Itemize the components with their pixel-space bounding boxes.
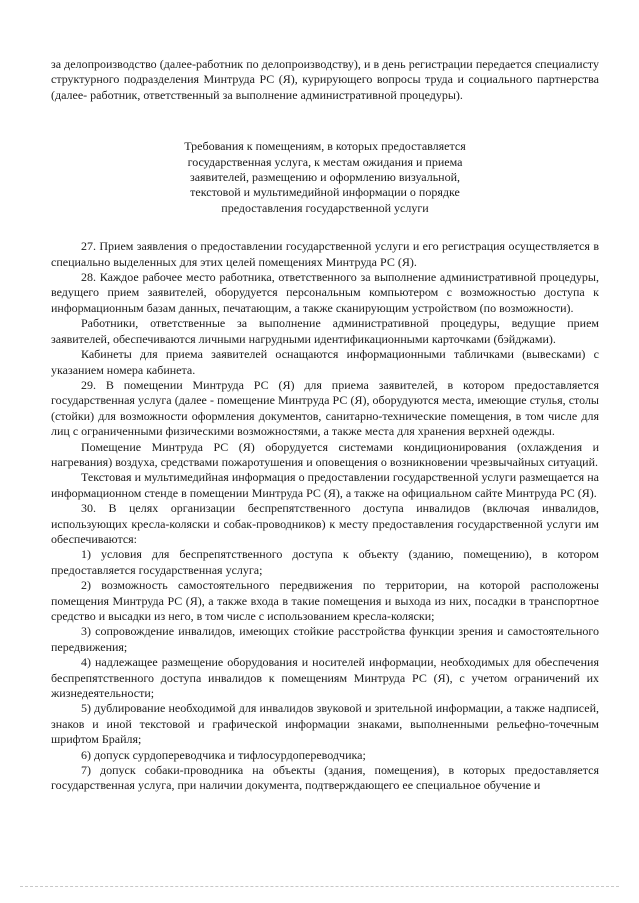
heading-line: текстовой и мультимедийной информации о порядке bbox=[190, 185, 460, 200]
heading-line: предоставления государственной услуги bbox=[221, 200, 429, 215]
document-body bbox=[51, 57, 599, 794]
list-item-5: 5) дублирование необходимой для инвалидов звуковой и зрительной информации, а также надписей, знаков и иной текстовой и графической информации знаками, выполненными рельефно-точечным шрифтом Брайля; bbox=[51, 701, 599, 747]
list-item-7: 7) допуск собаки-проводника на объекты (здания, помещения), в которых предоставляется государственная услуга, при наличии документа, подтверждающего ее специальное обучение и bbox=[51, 763, 599, 793]
paragraph-conditioning: Помещение Минтруда РС (Я) оборудуется системами кондиционирования (охлаждения и нагревания) воздуха, средствами пожаротушения и оповещения о возникновении чрезвычайных ситуаций. bbox=[51, 439, 599, 469]
heading-line: заявителей, размещению и оформлению визуальной, bbox=[189, 170, 461, 185]
paragraph-29: 29. В помещении Минтруда РС (Я) для приема заявителей, в котором предоставляется государственная услуга (далее - помещение Минтруда РС (Я), оборудуются места, имеющие стулья, столы (стойки) для возможности оформления документов, санитарно-технические помещения, в том числе для лиц с ограниченными физическими возможностями, а также места для хранения верхней одежды. bbox=[51, 377, 599, 439]
heading-line: государственная услуга, к местам ожидания и приема bbox=[187, 154, 463, 169]
list-item-4: 4) надлежащее размещение оборудования и носителей информации, необходимых для обеспечения беспрепятственного доступа инвалидов к помещениям Минтруда РС (Я), с учетом ограничений их жизнедеятельности; bbox=[51, 655, 599, 701]
paragraph-info-stand: Текстовая и мультимедийная информация о предоставлении государственной услуги размещается на информационном стенде в помещении Минтруда РС (Я), а также на официальном сайте Минтруда РС (Я). bbox=[51, 470, 599, 500]
section-heading bbox=[51, 139, 599, 216]
paragraph-cabinet-signs: Кабинеты для приема заявителей оснащаются информационными табличками (вывесками) с указанием номера кабинета. bbox=[51, 347, 599, 377]
page-bottom-divider bbox=[20, 886, 619, 887]
list-item-1: 1) условия для беспрепятственного доступа к объекту (зданию, помещению), в котором предоставляется государственная услуга; bbox=[51, 547, 599, 577]
list-item-6: 6) допуск сурдопереводчика и тифлосурдопереводчика; bbox=[81, 747, 366, 762]
paragraph-badges: Работники, ответственные за выполнение административной процедуры, ведущие прием заявителей, обеспечиваются личными нагрудными идентификационными карточками (бэйджами). bbox=[51, 316, 599, 346]
list-item-3: 3) сопровождение инвалидов, имеющих стойкие расстройства функции зрения и самостоятельного передвижения; bbox=[51, 624, 599, 654]
paragraph-30: 30. В целях организации беспрепятственного доступа инвалидов (включая инвалидов, использующих кресла-коляски и собак-проводников) к месту предоставления государственной услуги им обеспечиваются: bbox=[51, 501, 599, 546]
paragraph-28: 28. Каждое рабочее место работника, ответственного за выполнение административной процедуры, ведущего прием заявителей, оборудуется персональным компьютером с возможностью доступа к информационным базам данных, печатающим, а также сканирующим устройством (по возможности). bbox=[51, 270, 599, 315]
paragraph-27: 27. Прием заявления о предоставлении государственной услуги и его регистрация осуществляется в специально выделенных для этих целей помещениях Минтруда РС (Я). bbox=[51, 239, 599, 269]
list-item-2: 2) возможность самостоятельного передвижения по территории, на которой расположены помещения Минтруда РС (Я), а также входа в такие помещения и выхода из них, посадки в транспортное средство и высадки из него, в том числе с использованием кресла-коляски; bbox=[51, 578, 599, 623]
heading-line: Требования к помещениям, в которых предоставляется bbox=[184, 139, 466, 154]
intro-paragraph: за делопроизводство (далее-работник по делопроизводству), и в день регистрации передается специалисту структурного подразделения Минтруда РС (Я), курирующего вопросы труда и социального партнерства (далее- работник, ответственный за выполнение административной процедуры). bbox=[51, 57, 599, 102]
